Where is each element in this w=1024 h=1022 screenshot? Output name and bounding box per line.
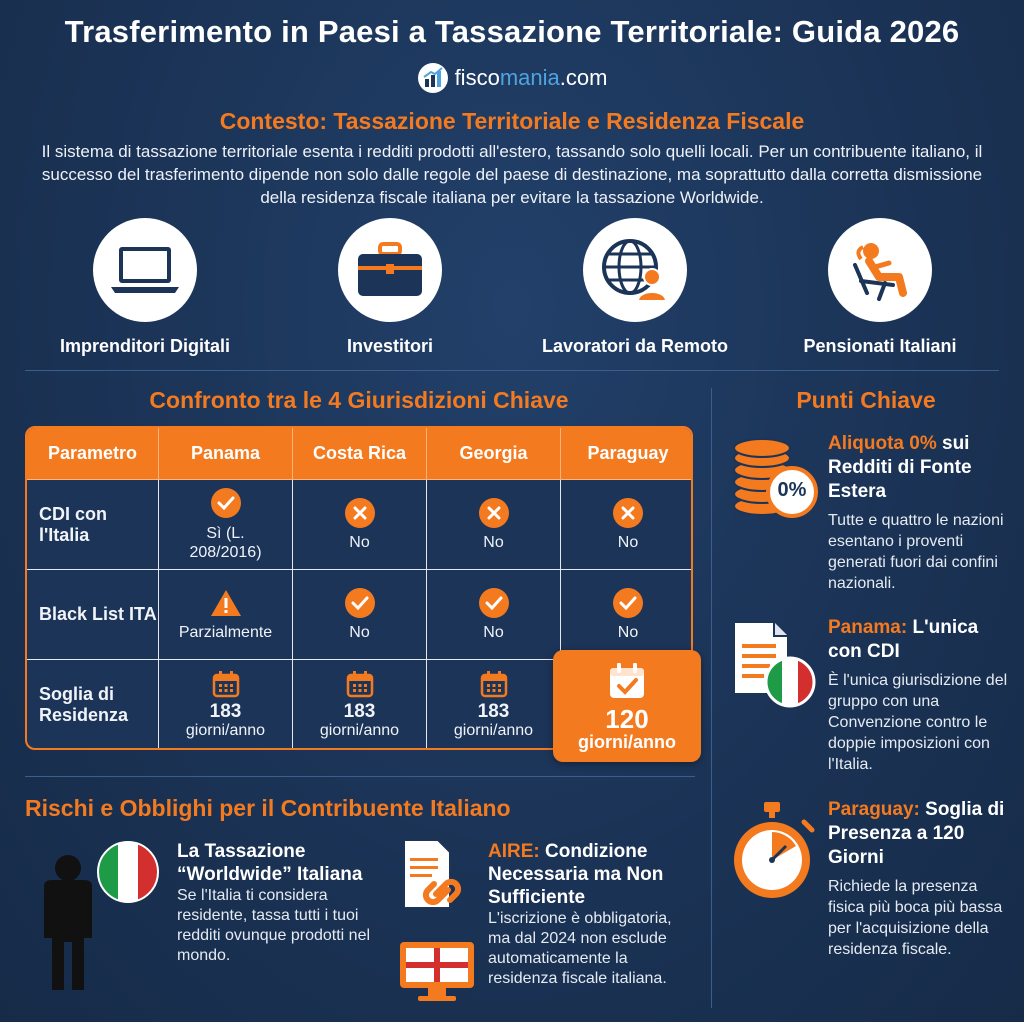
table-header: Parametro	[27, 428, 159, 480]
x-icon	[613, 498, 643, 528]
profile-label: Investitori	[346, 336, 434, 356]
table-cell: No	[293, 570, 427, 660]
divider	[25, 370, 999, 371]
calendar-icon	[346, 670, 374, 698]
calendar-check-icon	[607, 661, 647, 701]
table-cell: Parzialmente	[159, 570, 293, 660]
divider-vertical	[711, 388, 712, 1008]
table-cell: 183 giorni/anno	[293, 660, 427, 750]
table-cell: No	[293, 480, 427, 570]
check-icon	[211, 488, 241, 518]
key-point-item: Aliquota 0% sui Redditi di Fonte Estera Tutte e quattro le nazioni esentano i proventi generati fuori dai confini nazionali.	[828, 433, 1004, 592]
calendar-icon	[480, 670, 508, 698]
check-icon	[345, 588, 375, 618]
site-logo	[0, 62, 1024, 94]
risks-title: Rischi e Obblighi per il Contribuente Italiano	[25, 795, 511, 821]
profile-label: Imprenditori Digitali	[59, 336, 230, 356]
globe-person-icon	[600, 237, 670, 303]
table-cell: 183 giorni/anno	[159, 660, 293, 750]
coins-zero-percent-icon	[728, 436, 824, 520]
page-title: Trasferimento in Paesi a Tassazione Territoriale: Guida 2026	[64, 14, 960, 49]
warning-icon	[209, 588, 243, 618]
profile-label: Pensionati Italiani	[803, 336, 957, 356]
document-link-monitor-icon	[398, 836, 478, 1006]
row-label-black-list: Black List ITA	[27, 570, 159, 660]
table-header: Paraguay	[561, 428, 693, 480]
context-title: Contesto: Tassazione Territoriale e Residenza Fiscale	[219, 108, 805, 134]
divider	[25, 776, 695, 777]
comparison-title: Confronto tra le 4 Giurisdizioni Chiave	[149, 387, 569, 413]
table-header: Panama	[159, 428, 293, 480]
relaxing-person-icon	[845, 237, 915, 303]
check-icon	[479, 588, 509, 618]
paraguay-threshold-highlight: 120 giorni/anno	[553, 650, 701, 762]
risk-item: AIRE: Condizione Necessaria ma Non Sufficiente L'iscrizione è obbligatoria, ma dal 2024 non esclude automaticamente la residenza fiscale italiana.	[488, 841, 672, 987]
x-icon	[479, 498, 509, 528]
logo-text: fiscomania.com	[454, 65, 608, 90]
row-label-residence-threshold: Soglia di Residenza	[27, 660, 159, 750]
table-header: Georgia	[427, 428, 561, 480]
key-point-item: Panama: L'unica con CDI È l'unica giurisdizione del gruppo con una Convenzione contro le doppie imposizioni con l'Italia.	[828, 617, 1008, 773]
document-italy-flag-icon	[728, 618, 820, 710]
table-cell: No	[427, 480, 561, 570]
row-label-cdi: CDI con l'Italia	[27, 480, 159, 570]
stopwatch-icon	[724, 800, 820, 900]
table-cell: No	[427, 570, 561, 660]
table-header: Costa Rica	[293, 428, 427, 480]
table-cell: No	[561, 570, 693, 660]
x-icon	[345, 498, 375, 528]
profile-digital-entrepreneurs	[45, 218, 245, 357]
calendar-icon	[212, 670, 240, 698]
profile-retirees	[780, 218, 980, 357]
profile-label: Lavoratori da Remoto	[541, 336, 729, 356]
briefcase-icon	[356, 242, 424, 298]
profile-investors	[290, 218, 490, 357]
key-point-item: Paraguay: Soglia di Presenza a 120 Giorni Richiede la presenza fisica più boca più bassa per l'acquisizione della residenza fiscale.	[828, 799, 1005, 958]
key-points-title: Punti Chiave	[796, 387, 936, 413]
laptop-icon	[109, 243, 181, 297]
risk-item: La Tassazione “Worldwide” Italiana Se l'Italia ti considera residente, tassa tutti i tuoi redditi ovunque prodotti nel mondo.	[177, 841, 371, 964]
profile-remote-workers	[535, 218, 735, 357]
chart-logo-icon	[417, 62, 449, 94]
zero-percent-badge: 0%	[777, 479, 807, 501]
table-cell: 183 giorni/anno	[427, 660, 561, 750]
person-italy-flag-icon	[36, 838, 166, 998]
table-cell: Sì (L. 208/2016)	[159, 480, 293, 570]
context-body: Il sistema di tassazione territoriale esenta i redditi prodotti all'estero, tassando solo quelli locali. Per un contribuente italiano, il successo del trasferimento dipende non solo dalle regole del paese di destinazione, ma soprattutto dalla corretta dismissione della residenza fiscale italiana per evitare la tassazione Worldwide.	[41, 142, 983, 207]
check-icon	[613, 588, 643, 618]
table-cell: No	[561, 480, 693, 570]
